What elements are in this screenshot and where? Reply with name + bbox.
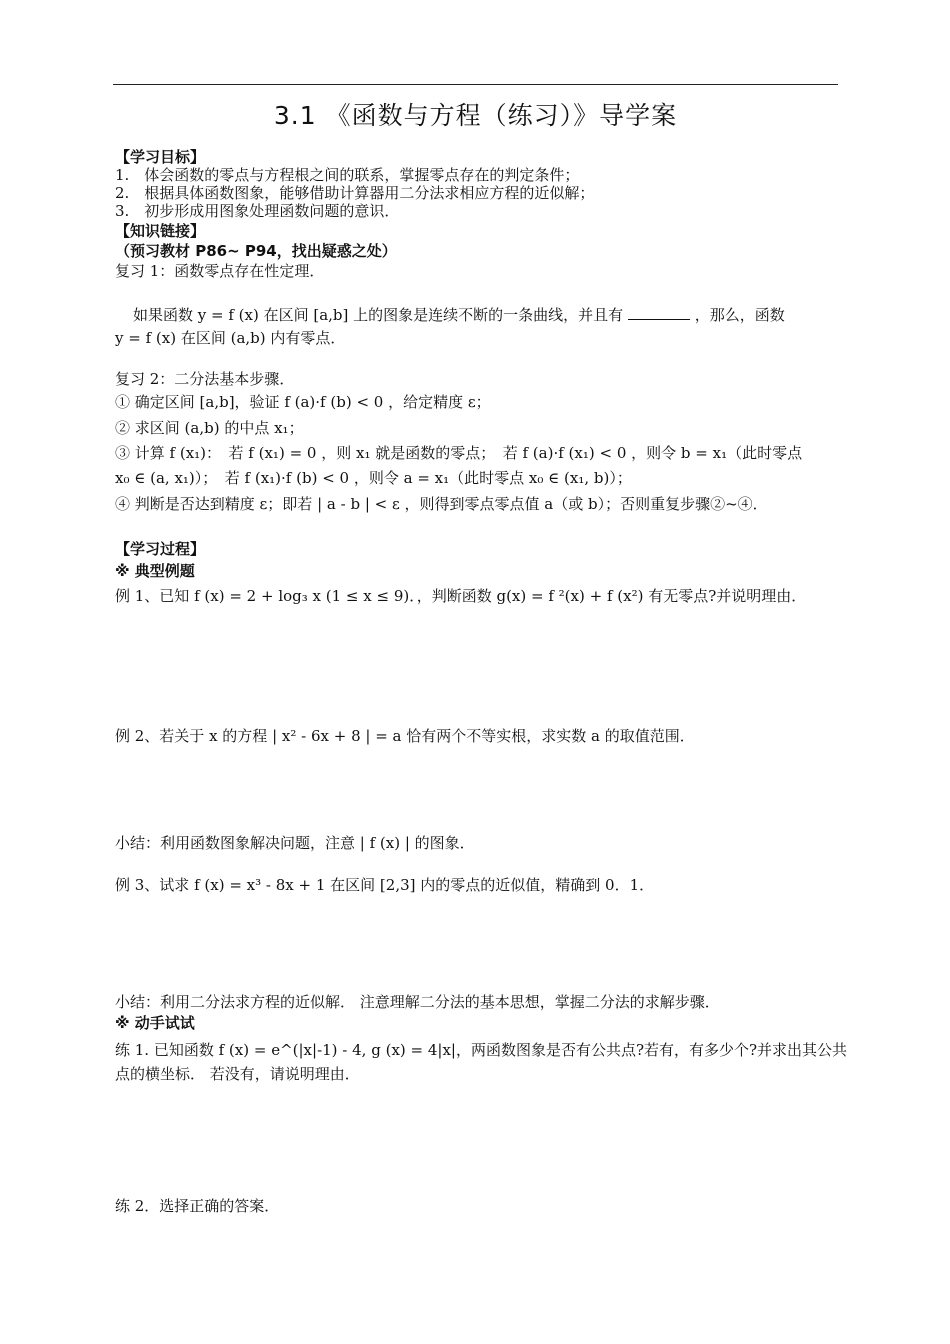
example-3: 例 3、试求 f (x) = x³ - 8x + 1 在区间 [2,3] 内的零点的近似值，精确到 0．1．	[115, 876, 655, 894]
review1-line2: y = f (x) 在区间 (a,b) 内有零点．	[115, 329, 346, 347]
practice-1-line1: 练 1. 已知函数 f (x) = e^(|x|-1) - 4, g (x) = 4|x|，两函数图象是否有公共点?若有，有多少个?并求出其公共	[115, 1041, 848, 1059]
objective-item: 2. 根据具体函数图象，能够借助计算器用二分法求相应方程的近似解；	[115, 184, 595, 202]
example-2: 例 2、若关于 x 的方程 | x² - 6x + 8 | = a 恰有两个不等实根，求实数 a 的取值范围．	[115, 727, 695, 745]
practice-2: 练 2．选择正确的答案．	[115, 1197, 280, 1215]
header-rule	[113, 84, 838, 85]
process-heading: 【学习过程】	[115, 540, 206, 558]
summary-1: 小结：利用函数图象解决问题，注意 | f (x) | 的图象．	[115, 834, 475, 852]
bisection-step-2: ② 求区间 (a,b) 的中点 x₁；	[115, 419, 304, 437]
review2-title: 复习 2：二分法基本步骤．	[115, 370, 295, 388]
review1-line1	[133, 305, 785, 324]
objective-item: 1. 体会函数的零点与方程根之间的联系，掌握零点存在的判定条件；	[115, 166, 580, 184]
answer-blank[interactable]	[628, 305, 690, 320]
objectives-heading: 【学习目标】	[115, 148, 206, 166]
summary-2: 小结：利用二分法求方程的近似解． 注意理解二分法的基本思想，掌握二分法的求解步骤．	[115, 993, 720, 1011]
preview-note: （预习教材 P86~ P94，找出疑惑之处）	[115, 242, 397, 260]
bisection-step-1: ① 确定区间 [a,b]，验证 f (a)·f (b) < 0 ，给定精度 ε；	[115, 393, 491, 411]
review1-text-a: 如果函数 y = f (x) 在区间 [a,b] 上的图象是连续不断的一条曲线，并且有	[133, 306, 624, 324]
bisection-step-3b: x₀ ∈ (a, x₁)）； 若 f (x₁)·f (b) < 0 ，则令 a = x₁（此时零点 x₀ ∈ (x₁, b)）；	[115, 469, 632, 487]
practice-1-line2: 点的横坐标． 若没有，请说明理由．	[115, 1065, 360, 1083]
example-1: 例 1、已知 f (x) = 2 + log₃ x (1 ≤ x ≤ 9)．，判断函数 g(x) = f ²(x) + f (x²) 有无零点?并说明理由．	[115, 587, 807, 605]
knowledge-heading: 【知识链接】	[115, 222, 206, 240]
practice-heading: ※ 动手试试	[115, 1014, 195, 1032]
review1-title: 复习 1：函数零点存在性定理．	[115, 262, 325, 280]
bisection-step-4: ④ 判断是否达到精度 ε；即若 | a - b | < ε ，则得到零点零点值 a（或 b）；否则重复步骤②~④．	[115, 495, 768, 513]
page-title: 3.1 《函数与方程（练习）》导学案	[273, 101, 678, 130]
objective-item: 3. 初步形成用图象处理函数问题的意识．	[115, 202, 400, 220]
bisection-step-3a: ③ 计算 f (x₁)： 若 f (x₁) = 0 ，则 x₁ 就是函数的零点； 若 f (a)·f (x₁) < 0 ，则令 b = x₁（此时零点	[115, 444, 803, 462]
examples-heading: ※ 典型例题	[115, 562, 195, 580]
review1-text-b: ，那么，函数	[694, 306, 785, 324]
